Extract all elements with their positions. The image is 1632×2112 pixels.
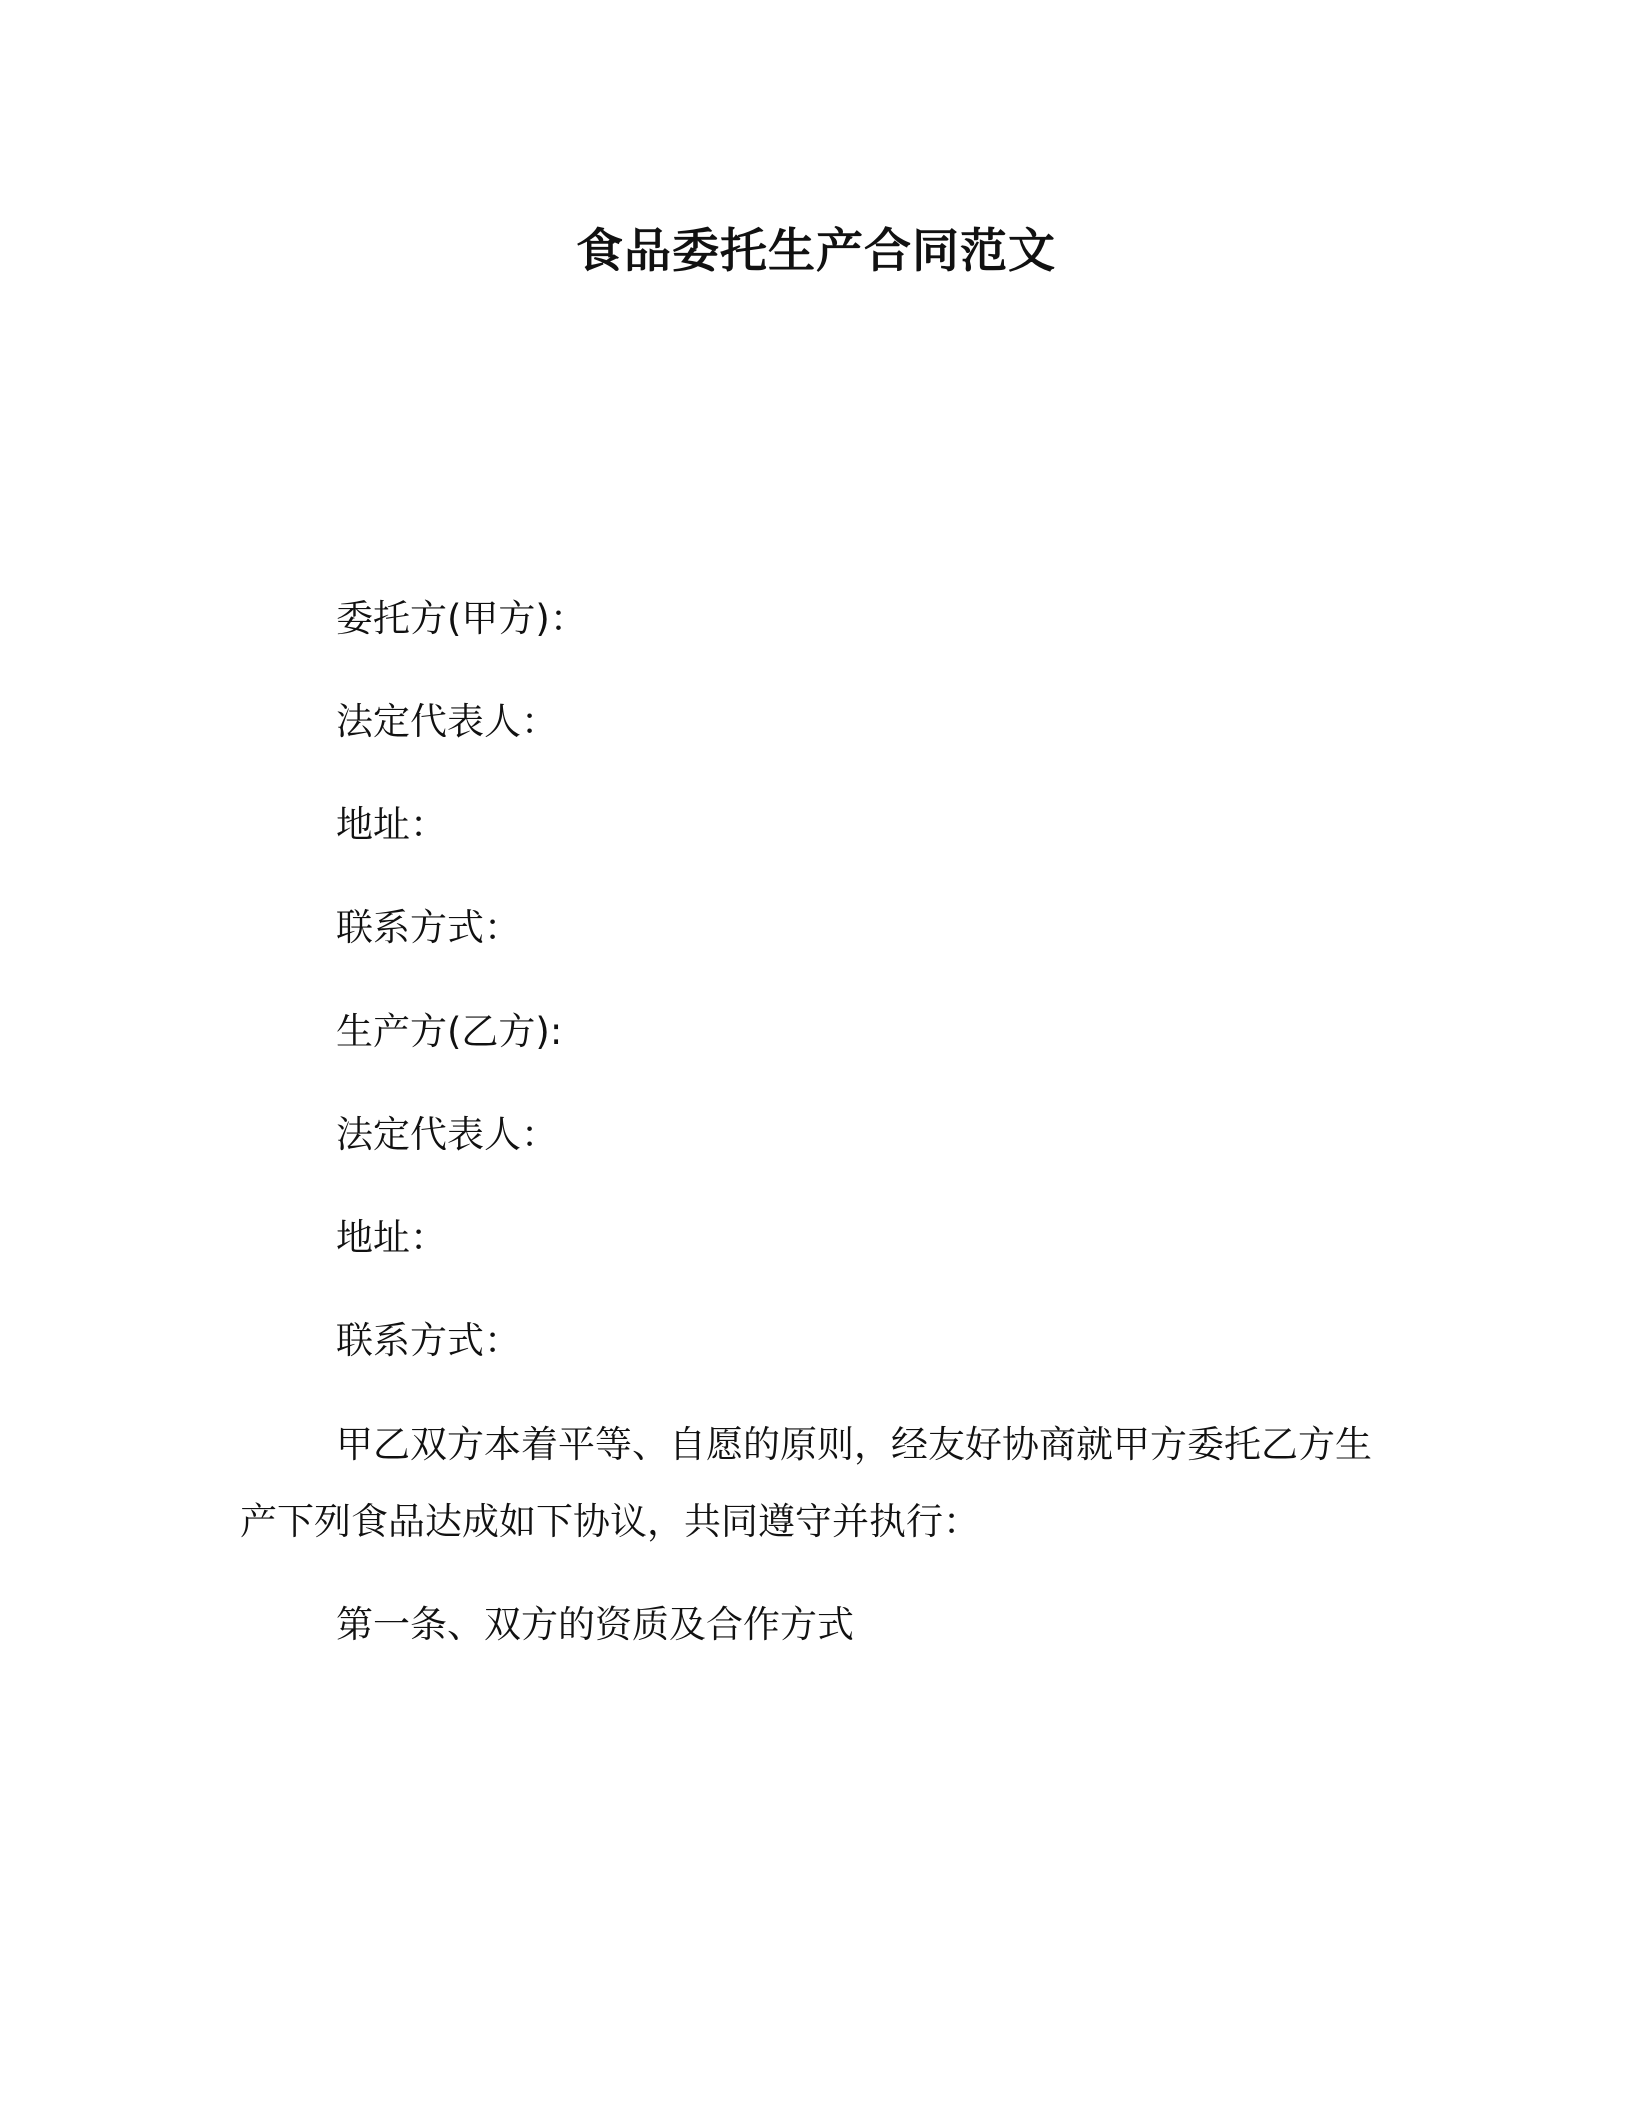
party-b-label: 生产方(乙方): <box>336 1010 563 1053</box>
party-a-contact: 联系方式： <box>336 906 521 949</box>
party-a-representative: 法定代表人： <box>336 700 558 743</box>
intro-line-2: 产下列食品达成如下协议，共同遵守并执行： <box>240 1500 980 1543</box>
article-1-heading: 第一条、双方的资质及合作方式 <box>336 1603 854 1646</box>
party-a-label: 委托方(甲方)： <box>336 597 587 640</box>
intro-paragraph <box>240 1420 1400 1547</box>
party-b-contact: 联系方式： <box>336 1319 521 1362</box>
party-b-representative: 法定代表人： <box>336 1113 558 1156</box>
intro-line-1: 甲乙双方本着平等、自愿的原则，经友好协商就甲方委托乙方生 <box>336 1423 1372 1466</box>
party-a-address: 地址： <box>336 803 447 846</box>
document-title: 食品委托生产合同范文 <box>576 224 1056 279</box>
party-b-address: 地址： <box>336 1216 447 1259</box>
